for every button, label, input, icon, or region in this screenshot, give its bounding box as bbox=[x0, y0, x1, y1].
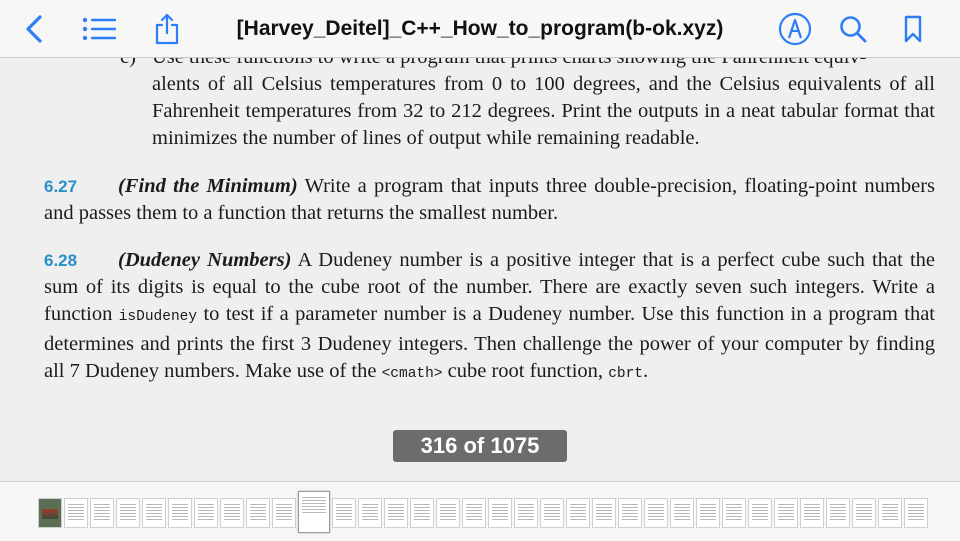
exercise-6-28 bbox=[44, 247, 935, 388]
page-thumbnail[interactable] bbox=[220, 498, 244, 528]
exercise-number: 6.27 bbox=[44, 177, 78, 196]
exercise-text: . bbox=[643, 360, 649, 382]
page-thumbnail[interactable] bbox=[904, 498, 928, 528]
page-thumbnail[interactable] bbox=[592, 498, 616, 528]
page-thumbnail[interactable] bbox=[358, 498, 382, 528]
code-isdudeney: isDudeney bbox=[118, 309, 198, 325]
page-indicator: 316 of 1075 bbox=[393, 430, 567, 462]
page-thumbnail[interactable] bbox=[168, 498, 192, 528]
page-thumbnail[interactable] bbox=[384, 498, 408, 528]
page-thumbnail[interactable] bbox=[332, 498, 356, 528]
page-thumbnail[interactable] bbox=[38, 498, 62, 528]
page-thumbnail[interactable] bbox=[116, 498, 140, 528]
page-thumbnail[interactable] bbox=[410, 498, 434, 528]
bookmark-icon bbox=[903, 15, 923, 43]
current-page-thumbnail[interactable] bbox=[298, 491, 330, 533]
page-thumbnail[interactable] bbox=[142, 498, 166, 528]
thumbnail-strip[interactable] bbox=[0, 481, 960, 541]
page-thumbnail[interactable] bbox=[748, 498, 772, 528]
page-thumbnail[interactable] bbox=[774, 498, 798, 528]
page-thumbnail[interactable] bbox=[64, 498, 88, 528]
top-toolbar bbox=[0, 0, 960, 58]
page-thumbnail[interactable] bbox=[246, 498, 270, 528]
page-thumbnail[interactable] bbox=[514, 498, 538, 528]
contents-button[interactable] bbox=[80, 0, 118, 57]
exercise-title: (Dudeney Numbers) bbox=[118, 249, 292, 271]
page-thumbnail[interactable] bbox=[878, 498, 902, 528]
share-icon bbox=[154, 13, 180, 45]
exercise-text: to test if a parameter number is a Dudeney number. Use this function in a program that determines and prints the first 3 Dudeney integers. Then challenge the power of your computer by finding all 7 Dudeney numbers. Make use of the bbox=[44, 303, 935, 382]
search-button[interactable] bbox=[836, 0, 870, 57]
exercise-number: 6.28 bbox=[44, 251, 78, 270]
document-title: [Harvey_Deitel]_C++_How_to_program(b-ok.xyz) bbox=[236, 16, 724, 40]
page-thumbnail[interactable] bbox=[488, 498, 512, 528]
list-icon bbox=[82, 17, 116, 41]
page-thumbnail[interactable] bbox=[462, 498, 486, 528]
exercise-6-27 bbox=[44, 173, 935, 227]
back-button[interactable] bbox=[18, 0, 50, 57]
code-cmath: <cmath> bbox=[381, 366, 443, 382]
markup-button[interactable] bbox=[777, 0, 813, 57]
page-thumbnail[interactable] bbox=[826, 498, 850, 528]
bookmark-button[interactable] bbox=[898, 0, 928, 57]
page-thumbnail[interactable] bbox=[722, 498, 746, 528]
search-icon bbox=[839, 15, 867, 43]
share-button[interactable] bbox=[150, 0, 184, 57]
page-thumbnail[interactable] bbox=[272, 498, 296, 528]
page-thumbnail[interactable] bbox=[436, 498, 460, 528]
subitem-c-text: alents of all Celsius temperatures from 0 to 100 degrees, and the Celsius equivalents of all Fahrenheit temperatures from 32 to 212 degrees. Print the outputs in a neat tabular format that minimizes the number of lines of output while remaining readable. bbox=[152, 73, 935, 149]
markup-pen-icon bbox=[778, 12, 812, 46]
exercise-text: A Dudeney number is a positive integer that is a perfect cube such that the sum of its digits is equal to the cube root of the number. There are exactly seven such integers. Write a function bbox=[44, 249, 935, 325]
page-thumbnail[interactable] bbox=[696, 498, 720, 528]
page-thumbnail[interactable] bbox=[800, 498, 824, 528]
page-thumbnail[interactable] bbox=[670, 498, 694, 528]
page-thumbnail[interactable] bbox=[566, 498, 590, 528]
thumbnail-list bbox=[38, 498, 924, 528]
page-thumbnail[interactable] bbox=[618, 498, 642, 528]
exercise-text: cube root function, bbox=[442, 360, 609, 382]
page-thumbnail[interactable] bbox=[644, 498, 668, 528]
exercise-title: (Find the Minimum) bbox=[118, 175, 298, 197]
back-chevron-icon bbox=[25, 15, 43, 43]
page-thumbnail[interactable] bbox=[194, 498, 218, 528]
code-cbrt: cbrt bbox=[608, 366, 643, 382]
page-thumbnail[interactable] bbox=[852, 498, 876, 528]
page-thumbnail[interactable] bbox=[90, 498, 114, 528]
exercise-text: Write a program that inputs three double-precision, floating-point numbers and passes them to a function that returns the smallest number. bbox=[44, 175, 935, 224]
page-thumbnail[interactable] bbox=[540, 498, 564, 528]
